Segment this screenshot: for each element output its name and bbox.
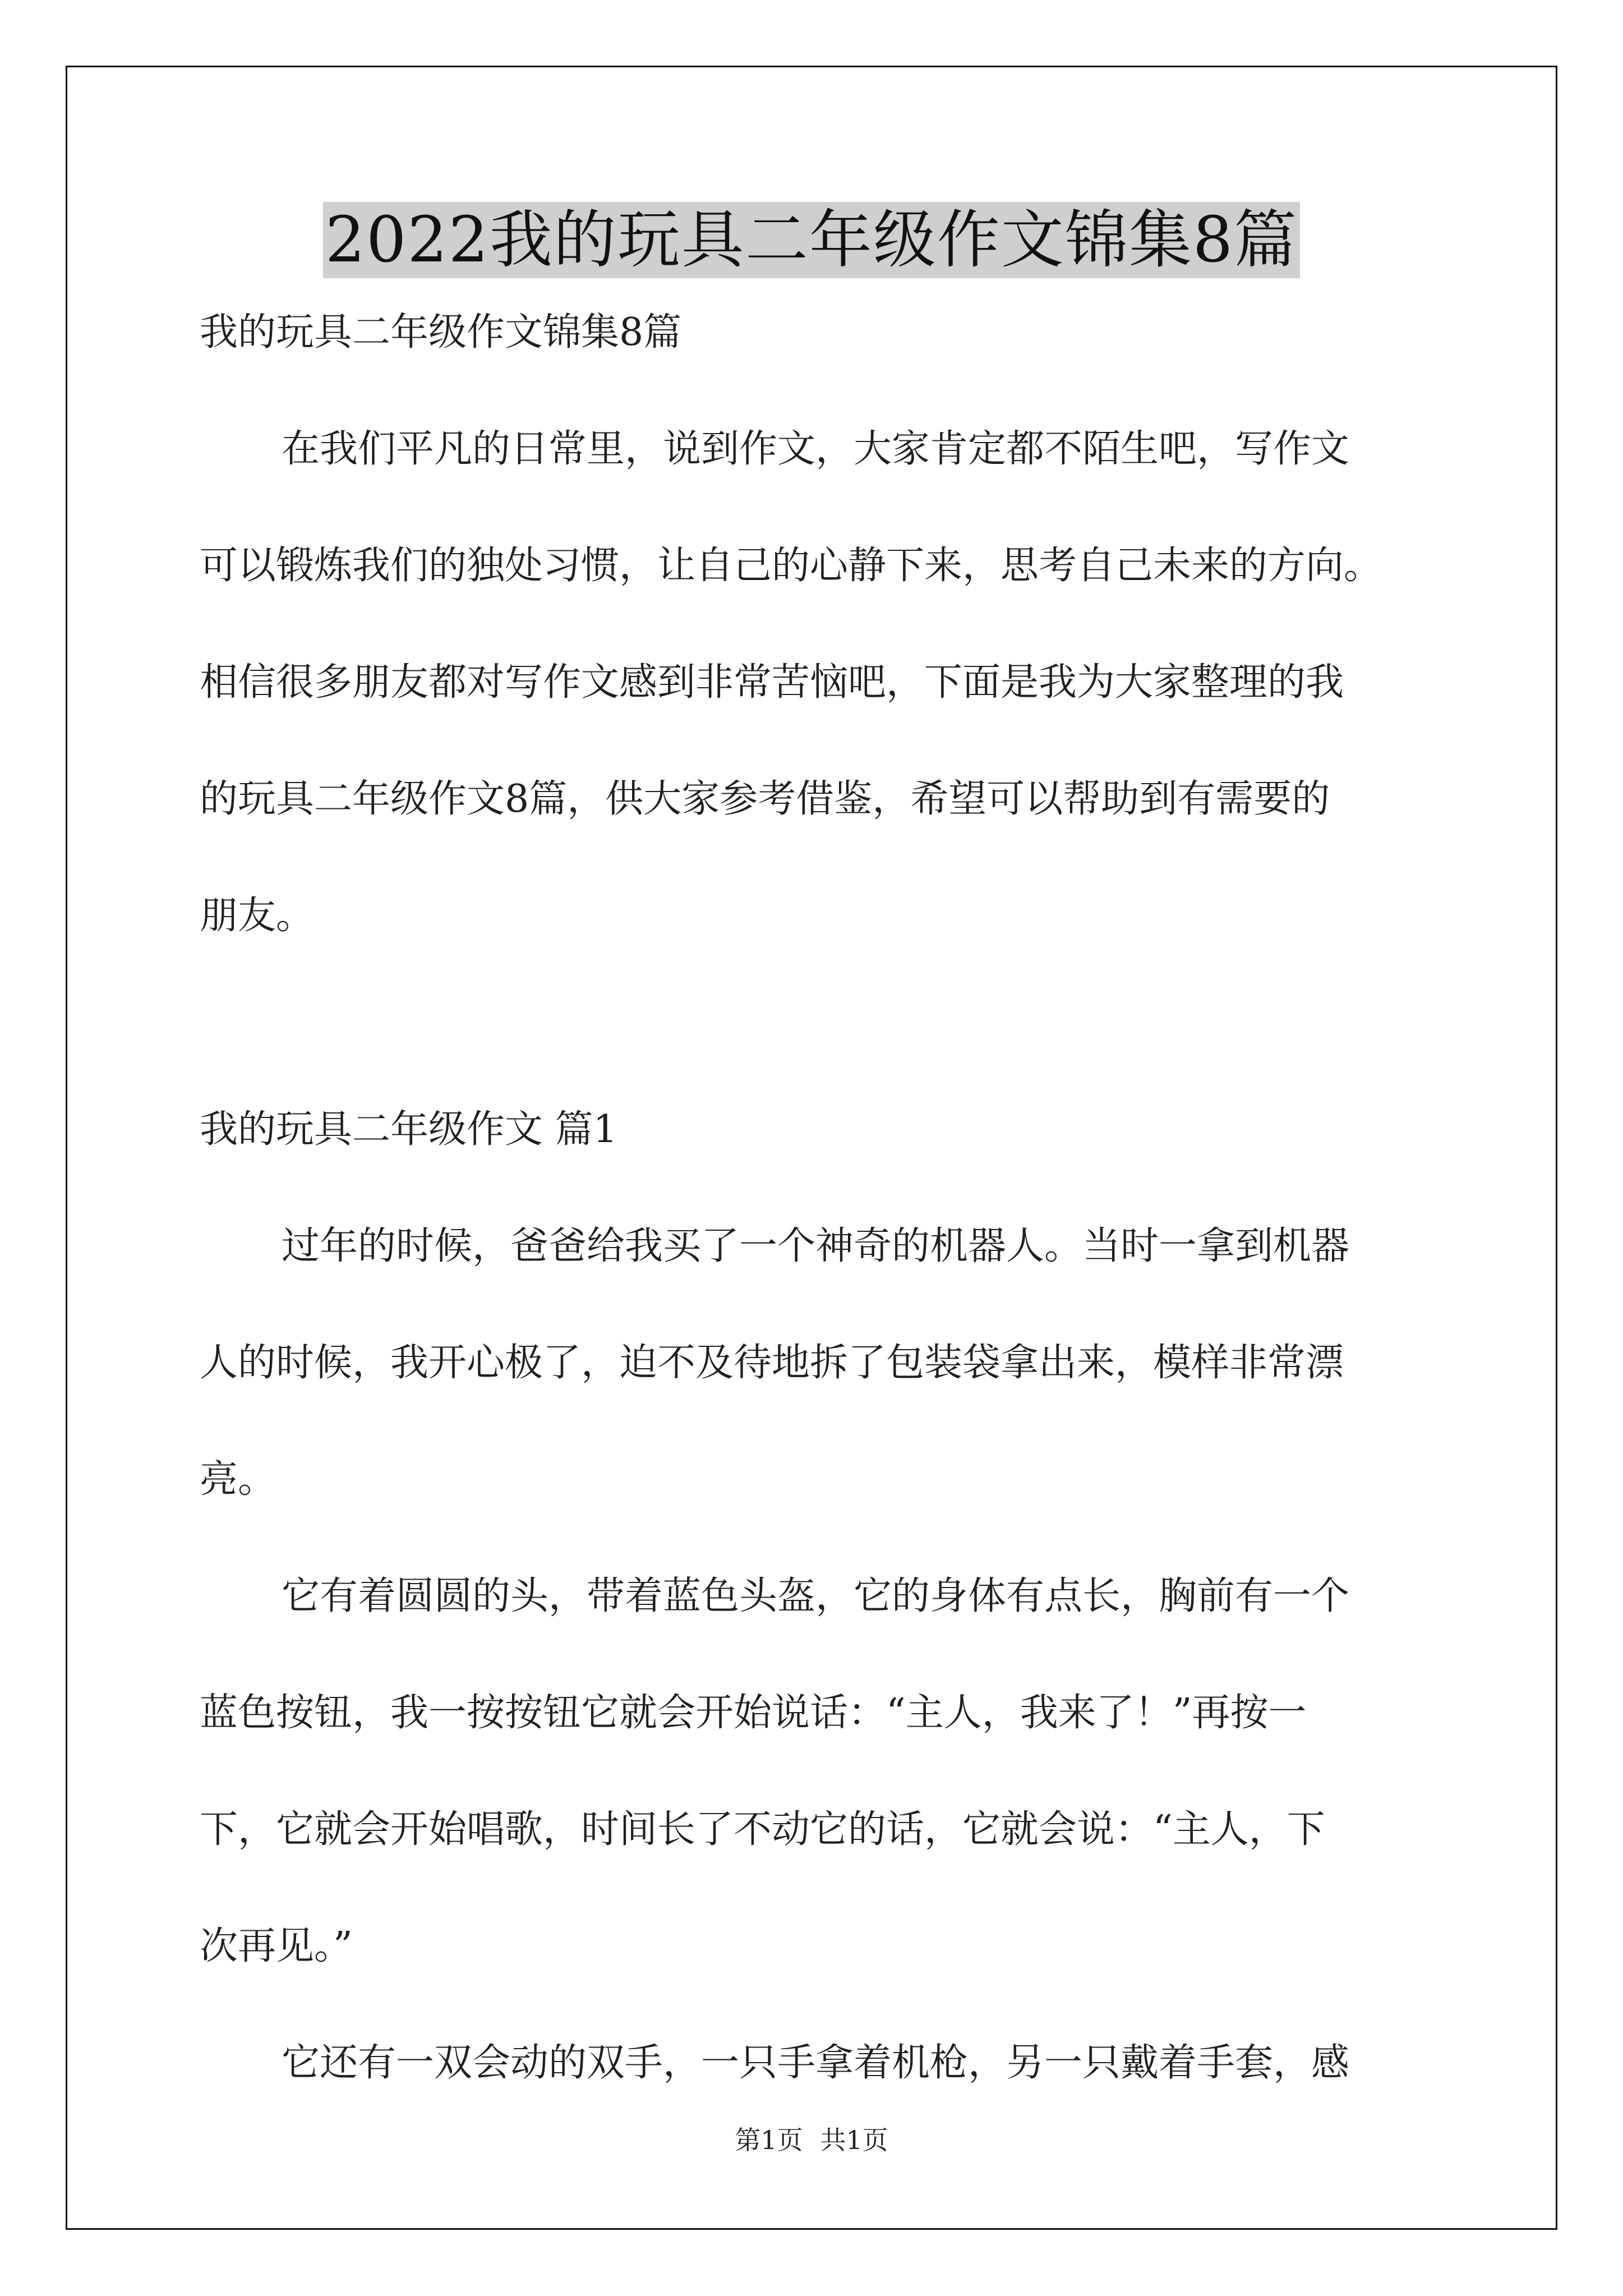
page-total: 共1页 [820,2125,888,2155]
text-line: 亮。 [200,1457,276,1502]
section-heading: 我的玩具二年级作文 篇1 [200,1107,617,1152]
text-line: 的玩具二年级作文8篇，供大家参考借鉴，希望可以帮助到有需要的 [200,777,1330,821]
text-line: 下，它就会开始唱歌，时间长了不动它的话，它就会说：“主人，下 [200,1807,1325,1852]
intro-paragraph [200,422,1439,943]
title-area [0,202,1623,278]
paragraph-3 [200,2036,1439,2090]
text-line: 相信很多朋友都对写作文感到非常苦恼吧，下面是我为大家整理的我 [200,660,1344,705]
text-line: 朋友。 [200,894,315,938]
document-body [200,306,1439,2090]
page-footer [0,2123,1623,2157]
text-line: 次再见。” [200,1924,353,1968]
text-line: 过年的时候，爸爸给我买了一个神奇的机器人。当时一拿到机器 [282,1224,1350,1268]
text-line: 人的时候，我开心极了，迫不及待地拆了包装袋拿出来，模样非常漂 [200,1341,1344,1385]
text-line: 它还有一双会动的双手，一只手拿着机枪，另一只戴着手套，感 [282,2041,1350,2085]
text-line: 在我们平凡的日常里，说到作文，大家肯定都不陌生吧，写作文 [282,427,1350,471]
text-line: 它有着圆圆的头，带着蓝色头盔，它的身体有点长，胸前有一个 [282,1574,1350,1618]
document-title: 2022我的玩具二年级作文锦集8篇 [323,202,1300,278]
document-subtitle: 我的玩具二年级作文锦集8篇 [200,310,682,355]
paragraph-1 [200,1220,1439,1507]
text-line: 可以锻炼我们的独处习惯，让自己的心静下来，思考自己未来的方向。 [200,544,1382,588]
paragraph-2 [200,1570,1439,1973]
text-line: 蓝色按钮，我一按按钮它就会开始说话：“主人，我来了！”再按一 [200,1691,1307,1735]
page-number: 第1页 [735,2125,803,2155]
